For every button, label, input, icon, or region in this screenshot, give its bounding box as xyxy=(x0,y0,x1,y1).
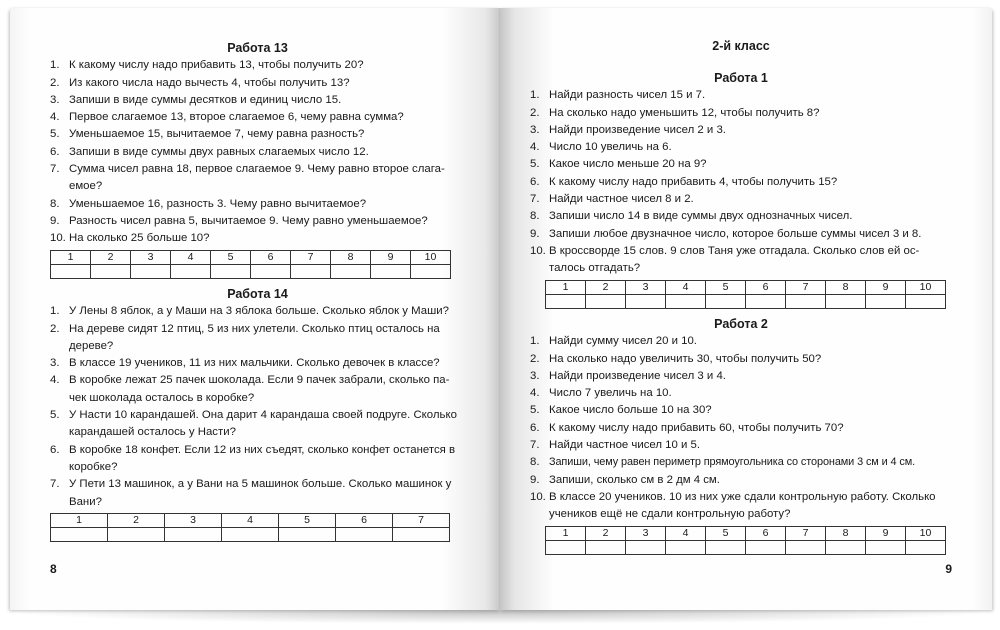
section-title: Работа 13 xyxy=(227,41,288,55)
task-item: 9. Запиши, сколько см в 2 дм 4 см. xyxy=(530,473,720,486)
task-item: 7. Найди частное чисел 10 и 5. xyxy=(530,439,701,452)
task-item: 2. На дереве сидят 12 птиц, 5 из них улетели. Сколько птиц осталось на дереве? xyxy=(50,322,440,352)
answer-grid-header-row: 1 2 3 4 5 6 7 8 9 10 xyxy=(546,280,946,294)
task-item: 4. Первое слагаемое 13, второе слагаемое 6, чему равна сумма? xyxy=(50,111,404,124)
task-item: 6. К какому числу надо прибавить 60, чтобы получить 70? xyxy=(530,421,844,434)
answer-grid-header-row: 1 2 3 4 5 6 7 8 9 10 xyxy=(51,250,451,264)
task-list xyxy=(530,87,952,277)
section-title: Работа 1 xyxy=(714,71,768,85)
section-work-2 xyxy=(530,316,952,555)
task-list xyxy=(50,57,465,247)
task-item: 5. Уменьшаемое 15, вычитаемое 7, чему равна разность? xyxy=(50,128,365,141)
right-page xyxy=(500,8,992,610)
task-item: 1. К какому числу надо прибавить 13, чтобы получить 20? xyxy=(50,59,364,72)
task-item: 3. Найди произведение чисел 2 и 3. xyxy=(530,123,726,136)
task-item: 1. Найди разность чисел 15 и 7. xyxy=(530,89,706,102)
task-item: 9. Разность чисел равна 5, вычитаемое 9. Чему равно уменьшаемое? xyxy=(50,214,428,227)
task-item: 10. На сколько 25 больше 10? xyxy=(50,232,210,245)
left-page xyxy=(10,8,500,610)
answer-grid-header-row: 1 2 3 4 5 6 7 xyxy=(51,513,450,527)
answer-grid-header-row: 1 2 3 4 5 6 7 8 9 10 xyxy=(546,526,946,540)
task-item: 6. В коробке 18 конфет. Если 12 из них съедят, сколько конфет останется в коробке? xyxy=(50,443,456,473)
answer-grid xyxy=(545,526,946,555)
task-item: 10. В классе 20 учеников. 10 из них уже сдали контрольную работу. Сколько учеников ещё не сдали контрольную работу? xyxy=(530,490,936,521)
task-item: 5. У Насти 10 карандашей. Она дарит 4 карандаша своей подруге. Сколько карандашей осталось у Насти? xyxy=(50,409,457,439)
task-item: 3. Найди произведение чисел 3 и 4. xyxy=(530,369,726,382)
answer-grid xyxy=(545,280,946,309)
task-item: 8. Уменьшаемое 16, разность 3. Чему равно вычитаемое? xyxy=(50,197,367,210)
answer-grid-blank-row xyxy=(546,540,946,554)
task-list xyxy=(530,333,952,523)
page-number: 8 xyxy=(50,562,57,576)
task-item: 8. Запиши, чему равен периметр прямоугольника со сторонами 3 см и 4 см. xyxy=(530,456,916,469)
task-item: 3. В классе 19 учеников, 11 из них мальчики. Сколько девочек в классе? xyxy=(50,357,440,370)
task-item: 4. Число 7 увеличь на 10. xyxy=(530,387,672,400)
task-item: 4. В коробке лежат 25 пачек шоколада. Если 9 пачек забрали, сколько па- чек шоколада осталось в коробке? xyxy=(50,374,450,404)
section-work-13 xyxy=(50,40,465,279)
section-work-14 xyxy=(50,286,465,542)
section-title: Работа 2 xyxy=(714,317,768,331)
answer-grid-blank-row xyxy=(546,294,946,308)
task-item: 10. В кроссворде 15 слов. 9 слов Таня уже отгадала. Сколько слов ей ос- талось отгадать? xyxy=(530,244,920,275)
task-item: 3. Запиши в виде суммы десятков и единиц число 15. xyxy=(50,93,342,106)
task-item: 1. Найди сумму чисел 20 и 10. xyxy=(530,335,697,348)
section-title: Работа 14 xyxy=(227,287,288,301)
task-item: 2. Из какого числа надо вычесть 4, чтобы получить 13? xyxy=(50,76,350,89)
page-number: 9 xyxy=(945,562,952,576)
section-work-1 xyxy=(530,70,952,309)
task-list xyxy=(50,303,465,511)
task-item: 4. Число 10 увеличь на 6. xyxy=(530,141,672,154)
task-item: 9. Запиши любое двузначное число, которое больше суммы чисел 3 и 8. xyxy=(530,227,922,240)
task-item: 6. К какому числу надо прибавить 4, чтобы получить 15? xyxy=(530,175,838,188)
task-item: 2. На сколько надо уменьшить 12, чтобы получить 8? xyxy=(530,106,820,119)
task-item: 7. Найди частное чисел 8 и 2. xyxy=(530,193,694,206)
task-item: 7. У Пети 13 машинок, а у Вани на 5 машинок больше. Сколько машинок у Вани? xyxy=(50,478,452,508)
answer-grid-blank-row xyxy=(51,527,450,541)
answer-grid-blank-row xyxy=(51,264,451,278)
task-item: 1. У Лены 8 яблок, а у Маши на 3 яблока больше. Сколько яблок у Маши? xyxy=(50,305,449,318)
answer-grid xyxy=(50,250,451,279)
task-item: 7. Сумма чисел равна 18, первое слагаемое 9. Чему равно второе слага- емое? xyxy=(50,163,445,193)
task-item: 8. Запиши число 14 в виде суммы двух однозначных чисел. xyxy=(530,210,853,223)
task-item: 5. Какое число больше 10 на 30? xyxy=(530,404,712,417)
answer-grid xyxy=(50,513,450,542)
task-item: 5. Какое число меньше 20 на 9? xyxy=(530,158,707,171)
grade-heading: 2-й класс xyxy=(712,39,770,53)
task-item: 2. На сколько надо увеличить 30, чтобы получить 50? xyxy=(530,352,822,365)
task-item: 6. Запиши в виде суммы двух равных слагаемых число 12. xyxy=(50,145,369,158)
